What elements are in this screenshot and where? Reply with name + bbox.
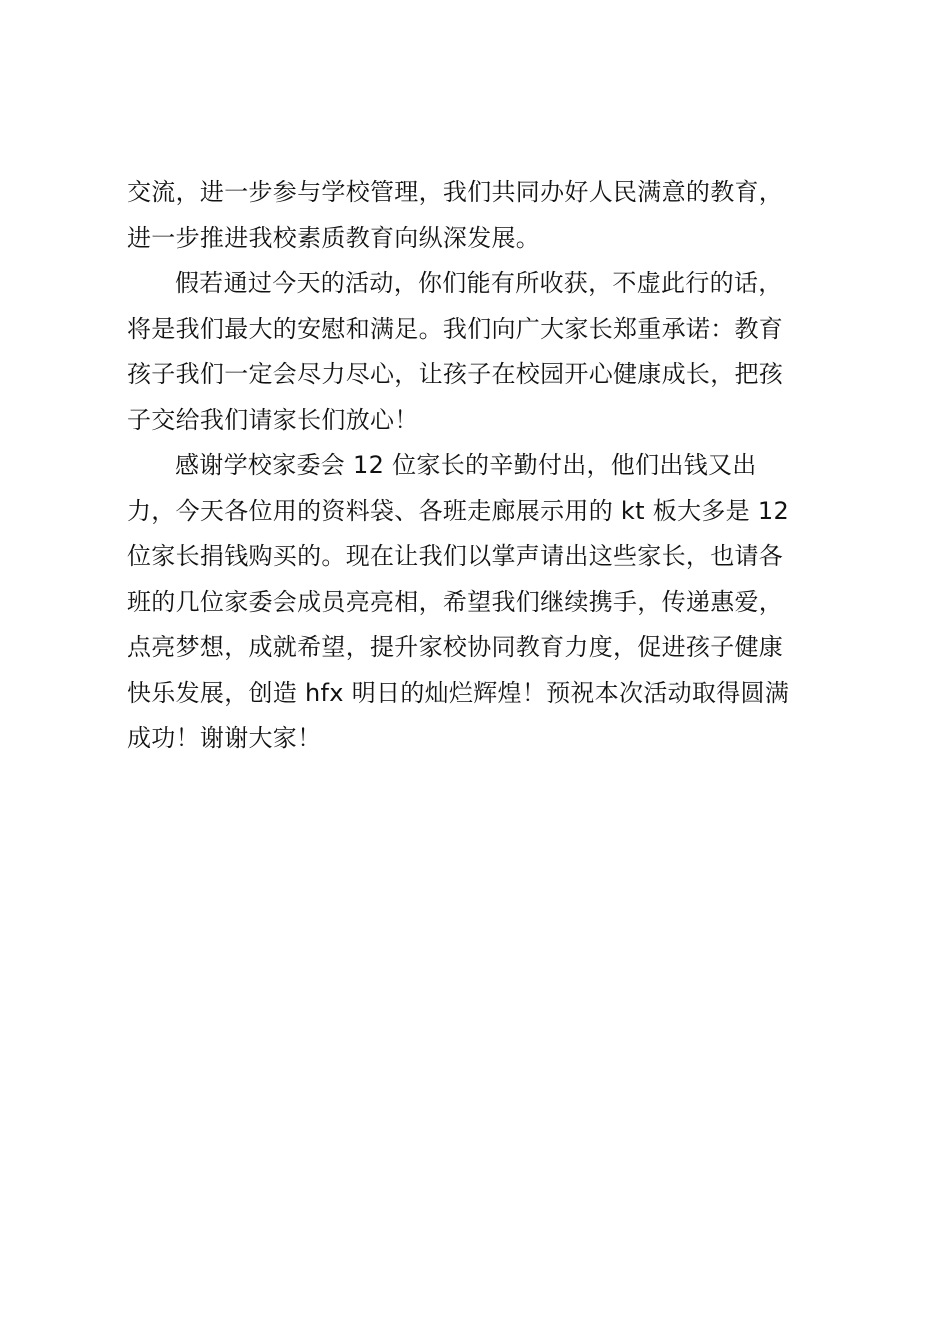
text-line: 进一步推进我校素质教育向纵深发展。	[127, 223, 541, 252]
text-line: 班的几位家委会成员亮亮相，希望我们继续携手，传递惠爱，	[127, 587, 784, 616]
text-line: 位家长捐钱购买的。现在让我们以掌声请出这些家长，也请各	[127, 542, 784, 570]
paragraph-1	[127, 170, 833, 261]
text-line: 子交给我们请家长们放心！	[127, 405, 419, 434]
text-line: 点亮梦想，成就希望，提升家校协同教育力度，促进孩子健康	[127, 633, 784, 661]
text-line: 力，今天各位用的资料袋、各班走廊展示用的 kt 板大多是 12	[127, 496, 790, 525]
document-body	[127, 170, 833, 762]
text-line: 成功！谢谢大家！	[127, 724, 322, 752]
text-line: 交流，进一步参与学校管理，我们共同办好人民满意的教育，	[127, 178, 784, 206]
paragraph-2	[127, 261, 833, 443]
paragraph-3	[127, 443, 833, 762]
text-line: 假若通过今天的活动，你们能有所收获，不虚此行的话，	[175, 269, 783, 297]
text-line: 快乐发展，创造 hfx 明日的灿烂辉煌！预祝本次活动取得圆满	[127, 678, 790, 707]
text-line: 孩子我们一定会尽力尽心，让孩子在校园开心健康成长，把孩	[127, 360, 784, 388]
text-line: 感谢学校家委会 12 位家长的辛勤付出，他们出钱又出	[175, 451, 757, 479]
text-line: 将是我们最大的安慰和满足。我们向广大家长郑重承诺：教育	[127, 314, 784, 343]
